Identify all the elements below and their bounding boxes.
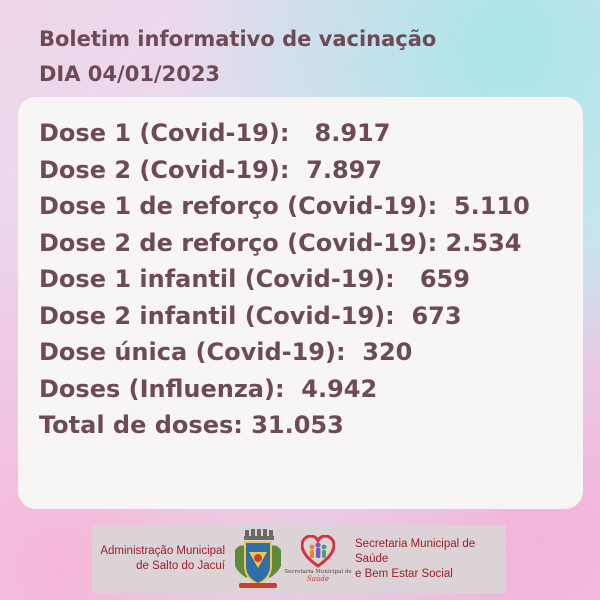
vaccination-card xyxy=(18,97,583,509)
logo-script: Saúde xyxy=(306,575,330,583)
dose-row-booster-1: Dose 1 de reforço (Covid-19): 5.110 xyxy=(39,192,530,220)
dose-row-covid-dose-2: Dose 2 (Covid-19): 7.897 xyxy=(39,155,383,184)
footer-banner xyxy=(92,525,506,593)
administration-line-2: de Salto do Jacuí xyxy=(136,560,225,572)
bulletin-title: Boletim informativo de vacinação xyxy=(39,27,437,51)
secretariat-text xyxy=(355,537,505,582)
secretariat-line-1: Secretaria Municipal de Saúde xyxy=(355,537,476,565)
heart-icon xyxy=(301,535,335,569)
health-secretariat-logo xyxy=(284,527,352,591)
dose-row-single-dose: Dose única (Covid-19): 320 xyxy=(39,338,413,366)
dose-row-child-dose-1: Dose 1 infantil (Covid-19): 659 xyxy=(39,265,470,293)
logo-caption: Secretaria Municipal de xyxy=(284,569,352,575)
bulletin-date: DIA 04/01/2023 xyxy=(39,62,221,86)
dose-row-influenza: Doses (Influenza): 4.942 xyxy=(39,374,378,403)
header xyxy=(39,22,436,92)
dose-row-covid-dose-1: Dose 1 (Covid-19): 8.917 xyxy=(39,119,391,147)
municipal-crest-icon xyxy=(231,528,285,590)
dose-row-booster-2: Dose 2 de reforço (Covid-19): 2.534 xyxy=(39,228,522,257)
dose-row-child-dose-2: Dose 2 infantil (Covid-19): 673 xyxy=(39,301,462,330)
dose-row-total: Total de doses: 31.053 xyxy=(39,411,344,439)
administration-text xyxy=(92,544,225,574)
secretariat-line-2: e Bem Estar Social xyxy=(355,567,453,580)
dose-list xyxy=(39,115,530,444)
administration-line-1: Administração Municipal xyxy=(100,545,225,557)
